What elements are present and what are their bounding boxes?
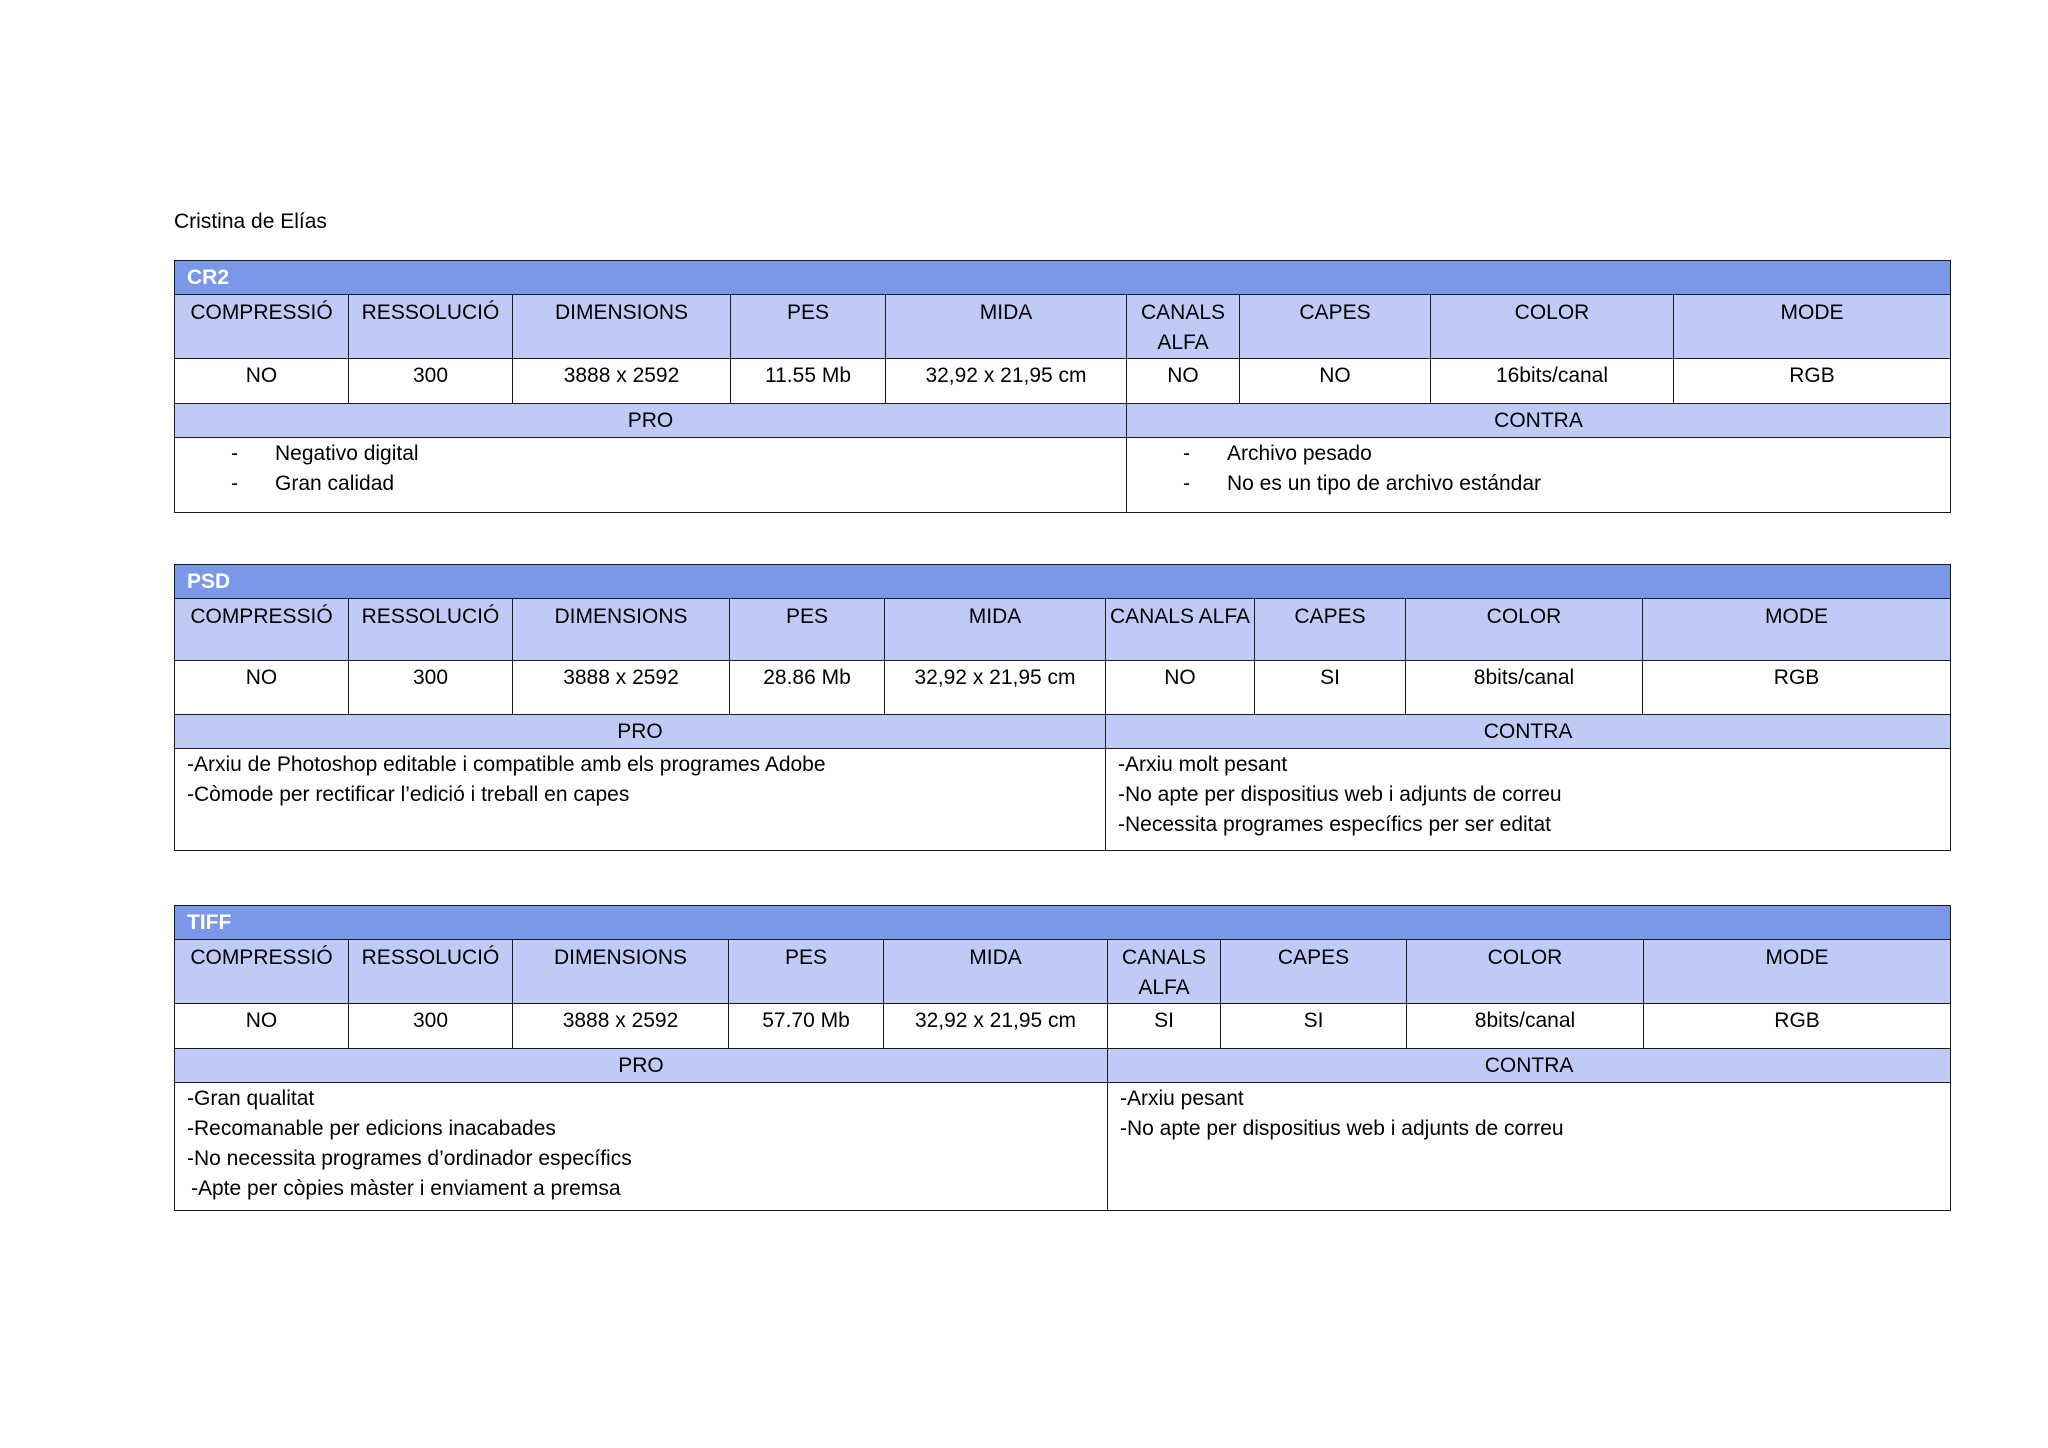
value-mode: RGB <box>1643 661 1951 715</box>
pro-header: PRO <box>175 715 1106 749</box>
pro-list-cell <box>175 438 1127 513</box>
value-compressio: NO <box>175 1004 349 1049</box>
pro-list <box>175 1084 1107 1204</box>
pro-item: -Gran qualitat <box>187 1087 315 1110</box>
pro-list <box>175 750 1105 810</box>
tiff-table <box>174 905 1951 1211</box>
value-pes: 28.86 Mb <box>730 661 885 715</box>
value-pes: 57.70 Mb <box>729 1004 884 1049</box>
contra-list-cell <box>1106 749 1951 851</box>
pro-list-cell <box>175 1083 1108 1211</box>
value-ressolucio: 300 <box>349 359 513 404</box>
contra-list <box>1108 1084 1950 1144</box>
pro-item: -Arxiu de Photoshop editable i compatible amb els programes Adobe <box>187 753 826 776</box>
value-capes: NO <box>1240 359 1431 404</box>
header-color: COLOR <box>1406 599 1643 661</box>
header-canals-alfa: CANALS ALFA <box>1127 295 1240 359</box>
value-ressolucio: 300 <box>349 661 513 715</box>
header-pes: PES <box>730 599 885 661</box>
value-compressio: NO <box>175 359 349 404</box>
value-canals-alfa: NO <box>1106 661 1255 715</box>
value-canals-alfa: NO <box>1127 359 1240 404</box>
value-dimensions: 3888 x 2592 <box>513 661 730 715</box>
cr2-table <box>174 260 1951 513</box>
header-color: COLOR <box>1431 295 1674 359</box>
contra-list <box>1127 439 1950 499</box>
header-mida: MIDA <box>886 295 1127 359</box>
header-mode: MODE <box>1643 599 1951 661</box>
header-dimensions: DIMENSIONS <box>513 940 729 1004</box>
header-compressio: COMPRESSIÓ <box>175 599 349 661</box>
contra-header: CONTRA <box>1106 715 1951 749</box>
value-mode: RGB <box>1644 1004 1951 1049</box>
pro-list <box>175 439 1126 499</box>
value-mode: RGB <box>1674 359 1951 404</box>
header-capes: CAPES <box>1255 599 1406 661</box>
pro-list-cell <box>175 749 1106 851</box>
contra-header: CONTRA <box>1127 404 1951 438</box>
section-title: CR2 <box>175 261 1951 295</box>
contra-header: CONTRA <box>1108 1049 1951 1083</box>
header-dimensions: DIMENSIONS <box>513 599 730 661</box>
header-pes: PES <box>729 940 884 1004</box>
header-canals-alfa: CANALS ALFA <box>1106 599 1255 661</box>
value-pes: 11.55 Mb <box>731 359 886 404</box>
header-compressio: COMPRESSIÓ <box>175 295 349 359</box>
section-title: PSD <box>175 565 1951 599</box>
section-title: TIFF <box>175 906 1951 940</box>
contra-item: - Archivo pesado <box>1127 439 1950 469</box>
value-mida: 32,92 x 21,95 cm <box>884 1004 1108 1049</box>
value-color: 8bits/canal <box>1407 1004 1644 1049</box>
header-mode: MODE <box>1644 940 1951 1004</box>
contra-item: - No es un tipo de archivo estándar <box>1127 469 1950 499</box>
pro-item: -No necessita programes d’ordinador específics <box>187 1147 632 1170</box>
author-name: Cristina de Elías <box>174 210 327 233</box>
header-mida: MIDA <box>884 940 1108 1004</box>
header-capes: CAPES <box>1221 940 1407 1004</box>
header-pes: PES <box>731 295 886 359</box>
value-color: 8bits/canal <box>1406 661 1643 715</box>
header-mode: MODE <box>1674 295 1951 359</box>
contra-list <box>1106 750 1950 840</box>
contra-item: -No apte per dispositius web i adjunts de correu <box>1118 783 1562 806</box>
pro-item: - Gran calidad <box>175 469 1126 499</box>
contra-item: -Arxiu molt pesant <box>1118 753 1288 776</box>
header-compressio: COMPRESSIÓ <box>175 940 349 1004</box>
value-compressio: NO <box>175 661 349 715</box>
header-ressolucio: RESSOLUCIÓ <box>349 599 513 661</box>
contra-list-cell <box>1108 1083 1951 1211</box>
contra-list-cell <box>1127 438 1951 513</box>
header-color: COLOR <box>1407 940 1644 1004</box>
contra-item: -Arxiu pesant <box>1120 1087 1244 1110</box>
header-dimensions: DIMENSIONS <box>513 295 731 359</box>
pro-item: -Apte per còpies màster i enviament a premsa <box>191 1177 621 1200</box>
pro-item: - Negativo digital <box>175 439 1126 469</box>
value-capes: SI <box>1221 1004 1407 1049</box>
header-ressolucio: RESSOLUCIÓ <box>349 295 513 359</box>
header-ressolucio: RESSOLUCIÓ <box>349 940 513 1004</box>
pro-header: PRO <box>175 1049 1108 1083</box>
value-capes: SI <box>1255 661 1406 715</box>
pro-item: -Còmode per rectificar l’edició i treball en capes <box>187 783 630 806</box>
pro-item: -Recomanable per edicions inacabades <box>187 1117 556 1140</box>
header-mida: MIDA <box>885 599 1106 661</box>
contra-item: -Necessita programes específics per ser editat <box>1118 813 1552 836</box>
header-capes: CAPES <box>1240 295 1431 359</box>
header-canals-alfa: CANALS ALFA <box>1108 940 1221 1004</box>
value-color: 16bits/canal <box>1431 359 1674 404</box>
psd-table <box>174 564 1951 851</box>
value-dimensions: 3888 x 2592 <box>513 359 731 404</box>
contra-item: -No apte per dispositius web i adjunts de correu <box>1120 1117 1564 1140</box>
value-mida: 32,92 x 21,95 cm <box>885 661 1106 715</box>
pro-header: PRO <box>175 404 1127 438</box>
value-canals-alfa: SI <box>1108 1004 1221 1049</box>
value-ressolucio: 300 <box>349 1004 513 1049</box>
value-dimensions: 3888 x 2592 <box>513 1004 729 1049</box>
value-mida: 32,92 x 21,95 cm <box>886 359 1127 404</box>
